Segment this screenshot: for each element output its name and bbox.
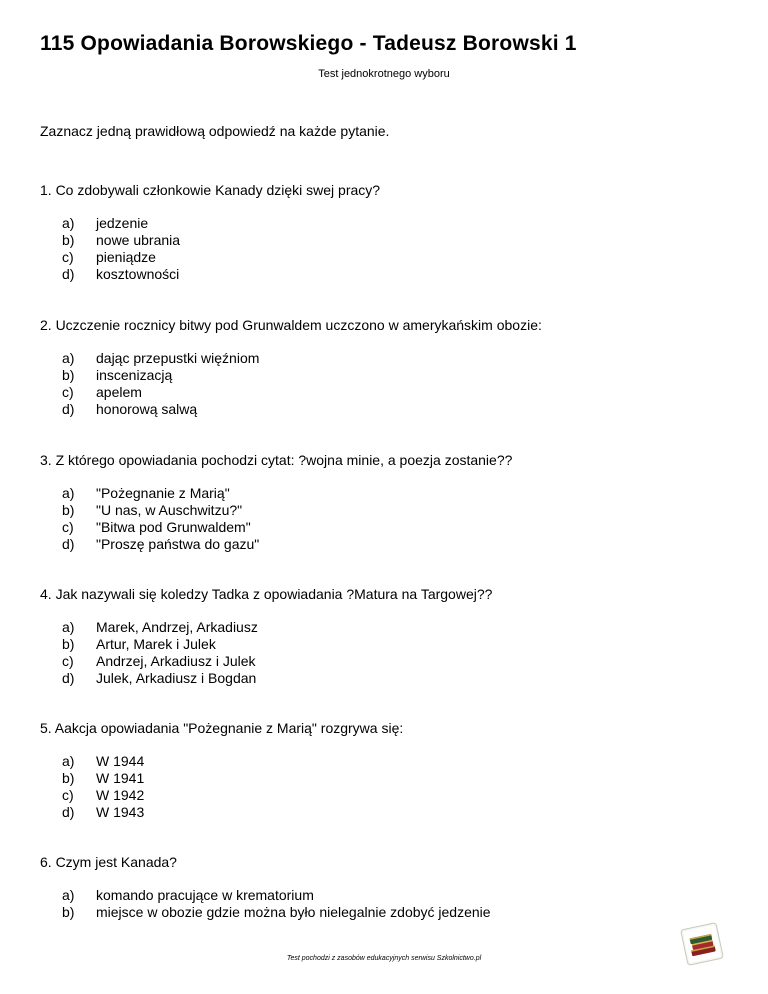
answer-letter: a) (62, 485, 75, 501)
answer-option[interactable] (40, 536, 740, 553)
answer-option[interactable] (40, 401, 740, 418)
instruction-text: Zaznacz jedną prawidłową odpowiedź na każde pytanie. (40, 123, 390, 139)
answer-letter: c) (62, 384, 74, 400)
answer-letter: d) (62, 266, 75, 282)
answer-text: "Proszę państwa do gazu" (96, 536, 260, 552)
answer-letter: a) (62, 753, 75, 769)
answer-text: pieniądze (96, 249, 156, 265)
answer-option[interactable] (40, 887, 740, 904)
answer-letter: d) (62, 401, 75, 417)
answer-option[interactable] (40, 384, 740, 401)
answer-letter: b) (62, 770, 75, 786)
answer-text: komando pracujące w krematorium (96, 887, 314, 903)
answer-text: nowe ubrania (96, 232, 181, 248)
answer-option[interactable] (40, 804, 740, 821)
question-text: 3. Z którego opowiadania pochodzi cytat: ?wojna minie, a poezja zostanie?? (40, 452, 513, 468)
answer-letter: c) (62, 249, 74, 265)
answer-option[interactable] (40, 249, 740, 266)
answer-option[interactable] (40, 266, 740, 283)
answer-text: W 1941 (96, 770, 145, 786)
answer-letter: c) (62, 787, 74, 803)
answer-list (40, 350, 740, 418)
question-text: 4. Jak nazywali się koledzy Tadka z opowiadania ?Matura na Targowej?? (40, 586, 493, 602)
answer-letter: a) (62, 619, 75, 635)
answer-letter: d) (62, 536, 75, 552)
answer-text: inscenizacją (96, 367, 173, 383)
answer-text: W 1944 (96, 753, 145, 769)
question-text: 5. Aakcja opowiadania "Pożegnanie z Marią" rozgrywa się: (40, 720, 404, 736)
question-text: 6. Czym jest Kanada? (40, 854, 177, 870)
answer-text: W 1942 (96, 787, 145, 803)
answer-text: Artur, Marek i Julek (96, 636, 216, 652)
answer-text: miejsce w obozie gdzie można było nielegalnie zdobyć jedzenie (96, 904, 491, 920)
answer-option[interactable] (40, 619, 740, 636)
answer-letter: c) (62, 519, 74, 535)
answer-list (40, 215, 740, 283)
answer-letter: b) (62, 904, 75, 920)
answer-option[interactable] (40, 519, 740, 536)
answer-text: "Pożegnanie z Marią" (96, 485, 230, 501)
answer-option[interactable] (40, 215, 740, 232)
answer-text: honorową salwą (96, 401, 198, 417)
answer-letter: a) (62, 887, 75, 903)
answer-option[interactable] (40, 653, 740, 670)
answer-list (40, 887, 740, 921)
answer-letter: c) (62, 653, 74, 669)
answer-letter: a) (62, 215, 75, 231)
answer-option[interactable] (40, 485, 740, 502)
answer-option[interactable] (40, 502, 740, 519)
question-5 (40, 719, 740, 821)
answer-option[interactable] (40, 787, 740, 804)
answer-letter: b) (62, 636, 75, 652)
answer-list (40, 619, 740, 687)
answer-text: "Bitwa pod Grunwaldem" (96, 519, 251, 535)
answer-letter: a) (62, 350, 75, 366)
question-text: 1. Co zdobywali członkowie Kanady dzięki swej pracy? (40, 182, 381, 198)
answer-list (40, 753, 740, 821)
footer-source: Test pochodzi z zasobów edukacyjnych serwisu Szkolnictwo.pl (286, 955, 482, 962)
question-4 (40, 585, 740, 687)
answer-option[interactable] (40, 232, 740, 249)
answer-text: Julek, Arkadiusz i Bogdan (96, 670, 257, 686)
answer-option[interactable] (40, 367, 740, 384)
answer-text: W 1943 (96, 804, 145, 820)
answer-option[interactable] (40, 904, 740, 921)
question-3 (40, 451, 740, 553)
answer-letter: b) (62, 232, 75, 248)
answer-letter: b) (62, 502, 75, 518)
answer-option[interactable] (40, 636, 740, 653)
answer-text: dając przepustki więźniom (96, 350, 260, 366)
answer-option[interactable] (40, 770, 740, 787)
answer-letter: d) (62, 804, 75, 820)
answer-text: kosztowności (96, 266, 180, 282)
page-title: 115 Opowiadania Borowskiego - Tadeusz Borowski 1 (40, 32, 577, 55)
answer-text: apelem (96, 384, 142, 400)
answer-text: Andrzej, Arkadiusz i Julek (96, 653, 256, 669)
question-text: 2. Uczczenie rocznicy bitwy pod Grunwaldem uczczono w amerykańskim obozie: (40, 317, 542, 333)
question-6 (40, 853, 740, 921)
page-subtitle: Test jednokrotnego wyboru (318, 68, 450, 80)
answer-option[interactable] (40, 670, 740, 687)
answer-option[interactable] (40, 753, 740, 770)
answer-text: Marek, Andrzej, Arkadiusz (96, 619, 258, 635)
question-1 (40, 181, 740, 283)
answer-letter: b) (62, 367, 75, 383)
answer-letter: d) (62, 670, 75, 686)
answer-list (40, 485, 740, 553)
answer-option[interactable] (40, 350, 740, 367)
question-2 (40, 316, 740, 418)
answer-text: jedzenie (96, 215, 149, 231)
books-icon (678, 920, 726, 968)
answer-text: "U nas, w Auschwitzu?" (96, 502, 243, 518)
